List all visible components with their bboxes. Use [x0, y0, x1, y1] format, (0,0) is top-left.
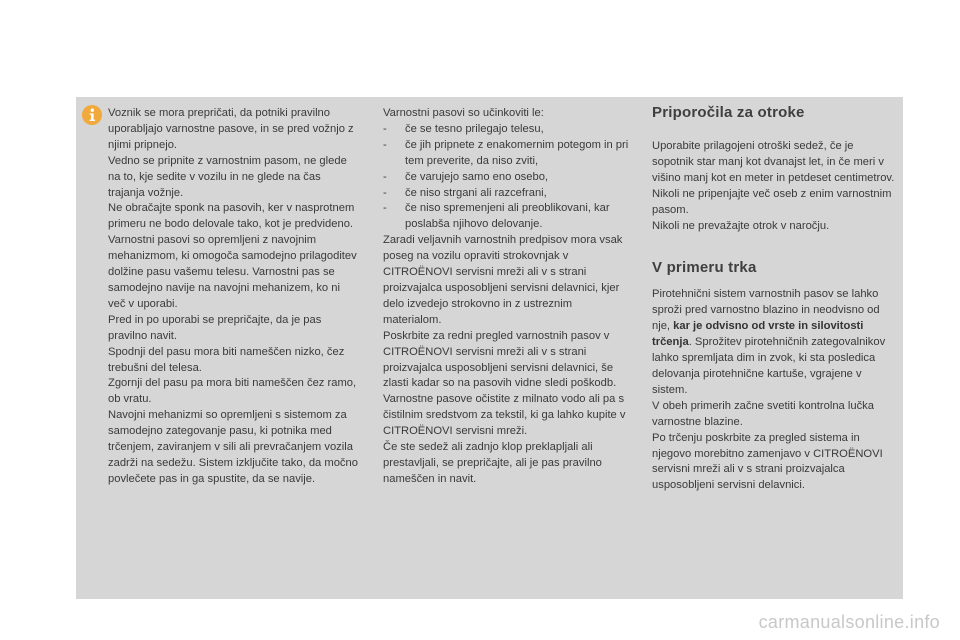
list-dash: - [383, 170, 387, 183]
list-intro: Varnostni pasovi so učinkoviti le: [383, 107, 544, 119]
list-item [383, 201, 633, 233]
list-item-text: če niso spremenjeni ali preoblikovani, kar poslabša njihovo delovanje. [405, 202, 610, 231]
list-dash: - [383, 138, 387, 151]
info-icon [82, 105, 102, 125]
list-item [383, 122, 633, 138]
list-dash: - [383, 122, 387, 135]
list-item-text: če se tesno prilegajo telesu, [405, 122, 544, 135]
column-children-and-collision [652, 103, 898, 494]
paragraph: Pred in po uporabi se prepričajte, da je pas pravilno navit. [108, 313, 322, 342]
paragraph: V obeh primerih začne svetiti kontrolna lučka varnostne blazine. [652, 399, 874, 428]
paragraph-with-emphasis [652, 287, 898, 398]
list-item-text: če varujejo samo eno osebo, [405, 170, 549, 183]
watermark: carmanualsonline.info [758, 612, 940, 632]
list-item [383, 170, 633, 186]
paragraph: Zgornji del pasu pa mora biti nameščen čez ramo, ob vratu. [108, 377, 357, 406]
list-dash: - [383, 202, 387, 215]
paragraph: Uporabite prilagojeni otroški sedež, če je sopotnik star manj kot dvanajst let, in če meri v višino manj kot en meter in petdeset centimetrov. [652, 140, 895, 184]
paragraph: Varnostni pasovi so opremljeni z navojnim mehanizmom, ki omogoča samodejno prilagoditev dolžine pasu vašemu telesu. Varnostni pas se samodejno navije na navojni mehanizem, ko ni več v uporabi. [108, 234, 357, 310]
section-title-children: Priporočila za otroke [652, 104, 805, 121]
paragraph: Nikoli ne pripenjajte več oseb z enim varnostnim pasom. [652, 187, 892, 216]
column-safety-notes [108, 106, 358, 488]
paragraph: Poskrbite za redni pregled varnostnih pasov v CITROËNOVI servisni mreži ali v s strani proizvajalca usposobljeni servisni delavnici, še zlasti kadar so na pasovih vidne sledi poškodb. [383, 329, 617, 390]
paragraph: Navojni mehanizmi so opremljeni s sistemom za samodejno zategovanje pasu, ki potnika med trčenjem, zaviranjem v sili ali prevračanjem vozila zadrži na sedežu. Sistem izključite tako, da močno povlečete pas in ga spustite, da se navije. [108, 409, 358, 485]
paragraph: Ne obračajte sponk na pasovih, ker v nasprotnem primeru ne bodo delovale tako, kot je predvideno. [108, 202, 355, 231]
text-run: . Sprožitev pirotehničnih zategovalnikov lahko spremljata dim in zvok, ki sta posledica delovanja pirotehnične kartuše, vgrajene v sistem. [652, 336, 886, 396]
list-item [383, 138, 633, 170]
list-item-text: če niso strgani ali razcefrani, [405, 186, 547, 199]
paragraph: Spodnji del pasu mora biti nameščen nizko, čez trebušni del telesa. [108, 345, 345, 374]
paragraph: Voznik se mora prepričati, da potniki pravilno uporabljajo varnostne pasove, in se pred vožnjo z njimi pripnejo. [108, 107, 354, 151]
list-item-text: če jih pripnete z enakomernim potegom in pri tem preverite, da niso zviti, [405, 138, 629, 167]
list-item [383, 186, 633, 202]
paragraph: Vedno se pripnite z varnostnim pasom, ne glede na to, kje sedite v vozilu in ne glede na čas trajanja vožnje. [108, 154, 347, 199]
section-title-collision: V primeru trka [652, 259, 757, 277]
text-run: Pirotehnični sistem varnostnih pasov se lahko sproži pred varnostno blazino in neodvisno od nje, [652, 288, 880, 333]
paragraph: Po trčenju poskrbite za pregled sistema in njegovo morebitno zamenjavo v CITROËNOVI servisni mreži ali v s strani proizvajalca usposobljeni servisni delavnici. [652, 431, 883, 492]
paragraph: Če ste sedež ali zadnjo klop preklapljali ali prestavljali, se prepričajte, ali je pas pravilno nameščen in navit. [383, 441, 602, 485]
list-dash: - [383, 186, 387, 199]
paragraph: Zaradi veljavnih varnostnih predpisov mora vsak poseg na vozilu opraviti strokovnjak v CITROËNOVI servisni mreži ali v s strani proizvajalca usposobljeni servisni delavnici, kjer delo izvedejo strokovno in z ustreznim materialom. [383, 234, 623, 326]
column-belt-effectiveness [383, 106, 633, 488]
paragraph: Varnostne pasove očistite z milnato vodo ali pa s čistilnim sredstvom za tekstil, ki ga lahko kupite v CITROËNOVI servisni mreži. [383, 393, 626, 438]
bold-emphasis: kar je odvisno od vrste in silovitosti trčenja [652, 320, 864, 349]
paragraph: Nikoli ne prevažajte otrok v naročju. [652, 219, 830, 232]
